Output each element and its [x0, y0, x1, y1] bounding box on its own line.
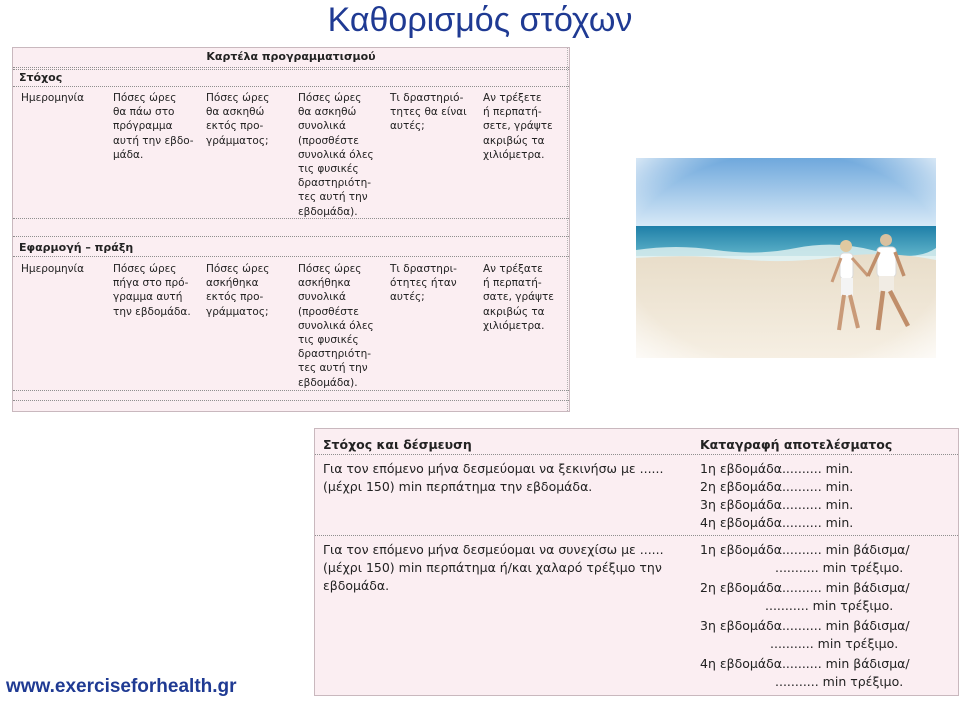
commitment-header-right: Καταγραφή αποτελέσματος [700, 437, 893, 452]
card-header: Καρτέλα προγραμματισμού [206, 50, 376, 63]
row2-week-4: 4η εβδομάδα.......... min βάδισμα/ [700, 656, 910, 671]
row2-run-2: ........... min τρέξιμο. [765, 598, 894, 613]
practice-col-program-hours: Πόσες ώρες πήγα στο πρό- γραμμα αυτή την εβδομάδα. [113, 263, 191, 318]
practice-col-activities: Τι δραστηρι- ότητες ήταν αυτές; [390, 263, 457, 304]
goal-col-total-hours: Πόσες ώρες θα ασκηθώ συνολικά (προσθέστε συνολικά όλες τις φυσικές δραστηριότη- τες αυτή την εβδομάδα). [298, 92, 374, 218]
goal-col-extra-hours: Πόσες ώρες θα ασκηθώ εκτός προ- γράμματος; [206, 92, 270, 147]
slide-title: Καθορισμός στόχων [327, 1, 633, 39]
commitment-table [314, 428, 959, 696]
footer-url: www.exerciseforhealth.gr [6, 676, 237, 697]
row1-week-1: 1η εβδομάδα.......... min. [700, 461, 854, 476]
commitment-header-left: Στόχος και δέσμευση [323, 437, 472, 452]
row2-week-2: 2η εβδομάδα.......... min βάδισμα/ [700, 580, 910, 595]
practice-col-total-hours: Πόσες ώρες ασκήθηκα συνολικά (προσθέστε συνολικά όλες τις φυσικές δραστηριότη- τες αυτή την εβδομάδα). [298, 263, 374, 389]
row2-week-1: 1η εβδομάδα.......... min βάδισμα/ [700, 542, 910, 557]
practice-col-distance: Αν τρέξατε ή περπατή- σατε, γράψτε ακριβώς τα χιλιόμετρα. [483, 263, 554, 332]
row2-run-3: ........... min τρέξιμο. [770, 636, 899, 651]
row2-run-4: ........... min τρέξιμο. [775, 674, 904, 689]
goal-section-title: Στόχος [19, 71, 63, 84]
practice-col-date: Ημερομηνία [21, 263, 85, 275]
row2-run-1: ........... min τρέξιμο. [775, 560, 904, 575]
commitment-row1-text: Για τον επόμενο μήνα δεσμεύομαι να ξεκινήσω με ...... (μέχρι 150) min περπάτημα την εβδομάδα. [323, 461, 664, 494]
planning-card [12, 47, 570, 412]
practice-section-title: Εφαρμογή – πράξη [19, 241, 134, 254]
commitment-row2-text: Για τον επόμενο μήνα δεσμεύομαι να συνεχίσω με ...... (μέχρι 150) min περπάτημα ή/και χαλαρό τρέξιμο την εβδομάδα. [323, 542, 664, 593]
goal-col-date: Ημερομηνία [21, 92, 85, 104]
row2-week-3: 3η εβδομάδα.......... min βάδισμα/ [700, 618, 910, 633]
beach-couple-photo [636, 158, 936, 358]
row1-week-2: 2η εβδομάδα.......... min. [700, 479, 854, 494]
row1-week-3: 3η εβδομάδα.......... min. [700, 497, 854, 512]
goal-col-activities: Τι δραστηριό- τητες θα είναι αυτές; [390, 92, 467, 133]
goal-col-program-hours: Πόσες ώρες θα πάω στο πρόγραμμα αυτή την εβδο- μάδα. [113, 92, 194, 161]
practice-col-extra-hours: Πόσες ώρες ασκήθηκα εκτός προ- γράμματος; [206, 263, 270, 318]
goal-col-distance: Αν τρέξετε ή περπατή- σετε, γράψτε ακριβώς τα χιλιόμετρα. [483, 92, 553, 161]
row1-week-4: 4η εβδομάδα.......... min. [700, 515, 854, 530]
